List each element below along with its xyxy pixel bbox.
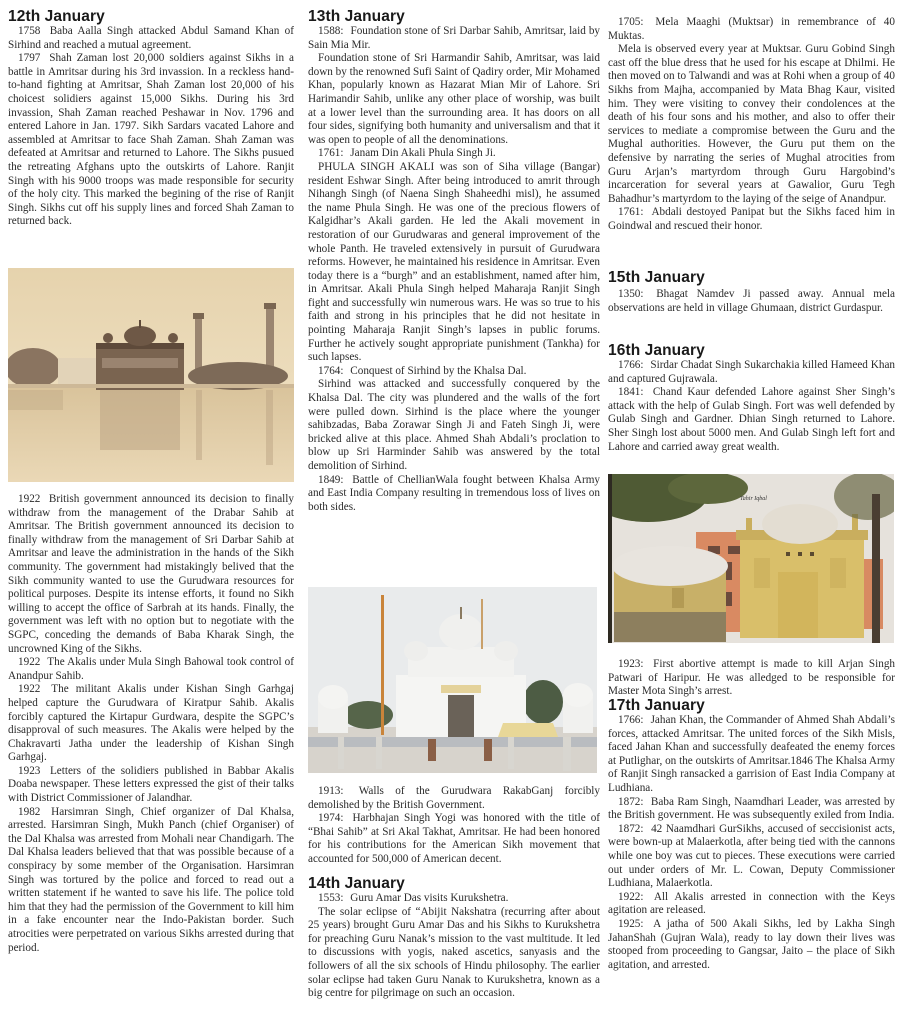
entry: 1766: Jahan Khan, the Commander of Ahmed Shah Abdali’s forces, attacked Amritsar. The united forces of the Sikh Misls, faced Jahan Khan and successfully deafeated the enemy forces at Putlighar, on the outskirts of Amritsar.1846 The Khalsa Army of Ranjit Singh ransacked a garrision of East India Company at Ludhiana.	[608, 714, 895, 794]
entry: 1923: First abortive attempt is made to kill Arjan Singh Patwari of Haripur. He was alledged to be responsible for Master Mota Singh’s arrest.	[608, 658, 896, 698]
section-17th-january	[608, 697, 895, 972]
entry: 1705: Mela Maaghi (Muktsar) in remembrance of 40 Muktas.	[608, 16, 895, 42]
entry: 1982 Harsimran Singh, Chief organizer of Dal Khalsa, arrested. Harsimran Singh, Mukh Panch (chief Organiser) of the Dal Khalsa was arrested from Mohali near Chandigarh. The Dal Khalsa leaders believed that that was possible because of a conspiracy by some member of the Organisation. Harsimran Singh was tortured by the police and forced to read out a written statement if he wanted to save his life. The police told him that they had the permission of the Government to kill him in a fake encounter near the Indo-Pakistan border. Such atrocities were perpetrated on various Sikhs arrested during that period.	[8, 805, 295, 954]
entry: 1588: Foundation stone of Sri Darbar Sahib, Amritsar, laid by Sain Mia Mir.	[308, 25, 601, 51]
entry: 1922 The militant Akalis under Kishan Singh Garhgaj helped capture the Gurudwara of Kiratpur Sahib. Akalis forcibly captured the Kirtapur Gurdwara, despite the SGPC’s disapproval of such measures. The Akalis were helped by the Chakravarti Jatha under the leadership of Kishan Singh Garhgaj.	[8, 683, 294, 764]
section-12th-january	[8, 8, 294, 229]
entry: 1758 Baba Aalla Singh attacked Abdul Samand Khan of Sirhind and reached a mutual agreement.	[8, 25, 295, 51]
section-heading: 17th January	[608, 697, 705, 714]
entry: 1766: Sirdar Chadat Singh Sukarchakia killed Hameed Khan and captured Gujrawala.	[608, 359, 895, 385]
entry: 1350: Bhagat Namdev Ji passed away. Annual mela observations are held in village Ghumaan, district Gurdaspur.	[608, 288, 896, 314]
entry: 1553: Guru Amar Das visits Kurukshetra.	[318, 892, 509, 904]
entry: 1922 The Akalis under Mula Singh Bahowal took control of Anandpur Sahib.	[8, 656, 294, 682]
section-15th-january	[608, 269, 895, 315]
section-heading: 14th January	[308, 875, 405, 892]
entry: 1925: A jatha of 500 Akali Sikhs, led by Lakha Singh JahanShah (Gujran Wala), ready to lay down their lives was stooped from proceeding to Gangsar, Jaito – the place of Sikh agitation, and arrested.	[608, 917, 895, 971]
section-12th-january-continued	[8, 493, 294, 955]
section-heading: 12th January	[8, 8, 105, 25]
section-14th-january	[308, 875, 600, 1001]
entry: 1872: 42 Naamdhari GurSikhs, accused of seccisionist acts, were bown-up at Malaerkotla, after being tied with the cannons while one boy was cut to pieces. These executions were carried out under orders of Mr. L. Cowan, Deputy Commissioner Ludhiana, Malaerkotla.	[608, 822, 896, 890]
section-14th-january-continued	[608, 16, 895, 234]
entry: 1849: Battle of ChellianWala fought between Khalsa Army and East India Company resulting in tremendous loss of lives on both sides.	[308, 473, 600, 513]
section-16th-january	[608, 342, 895, 454]
gurudwara-rakabganj-photo	[308, 587, 597, 773]
section-heading: 13th January	[308, 8, 405, 25]
section-13th-january	[308, 8, 600, 514]
entry: PHULA SINGH AKALI was son of Siha village (Bangar) resident Eshwar Singh. After being introduced to amrit through Nihangh Singh (of Naena Singh Shaheedhi misl), he assumed the name Phula Singh. He was one of the precious flowers of Kalgidhar’s Akali garden. He led the Akali movement in restoration of our Gurudwaras and general improvement of the whole Panth. He traveled extensively in pursuit of Gurudwara reforms. However, he maintained his residence in Amritsar. Even today there is a “burgh” and an establishment, named after him, in Amritsar. Akali Phula Singh helped Maharaja Ranjit Singh fight and successfully win numerous wars. He was so true to his faith and strong in his principles that he did not hesitate in pointing Maharaja Ranjit Singh’s lapses in public forums. Further he actively sought appropriate punishment (Tankha) for such lapses.	[308, 160, 600, 364]
entry: Sirhind was attacked and successfully conquered by the Khalsa Dal. The city was plundered and the walls of the fort were pulled down. Sirhind is the place where the younger sahibzadas, Baba Zorawar Singh Ji and Fateh Singh Ji, were bricked alive at this place. Ahmed Shah Abdali’s proclation to blow up Sri Harminder Sahib was answered by the total demolition of Sirhind.	[308, 378, 600, 472]
entry: 1922: All Akalis arrested in connection with the Keys agitation are released.	[608, 890, 895, 917]
entry: Foundation stone of Sri Harmandir Sahib, Amritsar, was laid down by the renowned Sufi Saint of Qadiry order, Mir Mohamed Khan, popularly known as Hazarat Mian Mir of Lahore. Sri Harimandir Sahib, unlike any other place of worship, was built at a lower level than the surrounding area. It has doors on all four sides, signifying both humanity and universalism and that it was open to people of all the denominations.	[308, 52, 600, 146]
entry: 1761: Abdali destoyed Panipat but the Sikhs faced him in Goindwal and rescued their honor.	[608, 206, 895, 232]
entry: 1797 Shah Zaman lost 20,000 soldiers against Sikhs in a battle in Amritsar during his 3rd invassion. In a reckless hand-to-hand fighting at Amritsar, Shah Zaman lost 20,000 of his choicest solidiers against 15,000 Sikhs. During his 3rd invassion, Shah Zaman reached Peshawar in Nov. 1796 and entered Lahore in Jan. 1797. Sikh Sardars vacated Lahore and assembled at Amritsar to face Shah Zaman. Shah Zaman was defeated at Amritsar and returned to Lahore. The Sikhs pusued the retreating Afghans upto the outskirts of Lahore. Ranjit Singh with his 9000 troops was made responsible for security of the holy city. This marked the begining of the rise of Ranjit Singh. Sikhs cut off his supply lines and forced Shah Zaman to returned back.	[8, 52, 294, 228]
golden-temple-photo	[8, 268, 294, 482]
entry: 1923 Letters of the solidiers published in Babbar Akalis Doaba newspaper. These letters expressed the gist of their talks with District Commissioner of Jalandhar.	[8, 764, 295, 805]
entry: 1974: Harbhajan Singh Yogi was honored with the title of “Bhai Sahib” at Sri Akal Takhat, Amritsar. He had been honored for his contributions for the American Sikh movement that accounted for 500,000 of American decent.	[308, 812, 601, 865]
entry: 1841: Chand Kaur defended Lahore against Sher Singh’s attack with the help of Gulab Singh. Fort was well defended by Gulab Singh and Gardner. Dhian Singh returned to Lahore. Sher Singh lost about 5000 men. And Gulab Singh left fort and Lahore and carried away great wealth.	[608, 386, 895, 453]
section-heading: 15th January	[608, 269, 705, 286]
photo-credit: Tahir Iqbal	[740, 496, 767, 502]
entry: The solar eclipse of “Abijit Nakshatra (recurring after about 25 years) brought Guru Amar Das and his Sikhs to Kurukshetra for preaching Guru Nanak’s mission to the vast multitude. It led to discussions with yogis, naked ascetics, sanyasis and the followers of all the six schools of Hindu philosophy. The earlier solar eclipse had taken Guru Nanak to Kurukshetra, known as a big centre for pilgrimage on such an occasion.	[308, 905, 600, 1000]
entry: Mela is observed every year at Muktsar. Guru Gobind Singh cast off the blue dress that he used for his escape at Dhilmi. He then moved on to Talwandi and was at Rohi when a group of 40 Sikhs from Majha, accompanied by Mata Bhag Kaur, visited him. They were visiting to convey their condolences at the death of his four sons and his mother, and also to offer their services to mediate a compromise between the Guru and the Mughal authorities. However, the Guru put them on the defensive by narrating the series of Mughal atrocities from Guru Arjan’s martyrdom through Guru Hargobind’s incarceration for several years at Gawalior, Guru Tegh Bahadhur’s martyrdom to the laying of the seige of Anandpur.	[608, 43, 895, 205]
section-13th-january-continued	[308, 785, 600, 867]
entry: 1764: Conquest of Sirhind by the Khalsa Dal.	[318, 364, 527, 377]
entry: 1872: Baba Ram Singh, Naamdhari Leader, was arrested by the British government. He was subsequently exiled from India.	[608, 795, 896, 822]
old-shrine-photo	[608, 474, 894, 643]
section-16th-january-continued	[608, 658, 895, 699]
entry: 1913: Walls of the Gurudwara RakabGanj forcibly demolished by the British Government.	[308, 785, 600, 811]
section-heading: 16th January	[608, 342, 705, 359]
entry: 1922 British government announced its decision to finally withdraw from the management of the Drabar Sahib at Amritsar. The British government announced its decision to finally withdraw from the management of Sri Darbar Sahib at Amritsar and leave the administration in the hands of the Sikh community. The government had mistakingly belived that the Sikh community wanted to use the Gurudwara resources for political purposes. Despite its intense efforts, it found no Sikh willing to accept the office of Sarbrah at its hands. Finally, the government was left with no option but to negotiate with the SGPC, conceding the demands of Baba Kharak Singh, the uncrowned King of the Sikhs.	[8, 493, 294, 655]
entry: 1761: Janam Din Akali Phula Singh Ji.	[318, 147, 496, 160]
